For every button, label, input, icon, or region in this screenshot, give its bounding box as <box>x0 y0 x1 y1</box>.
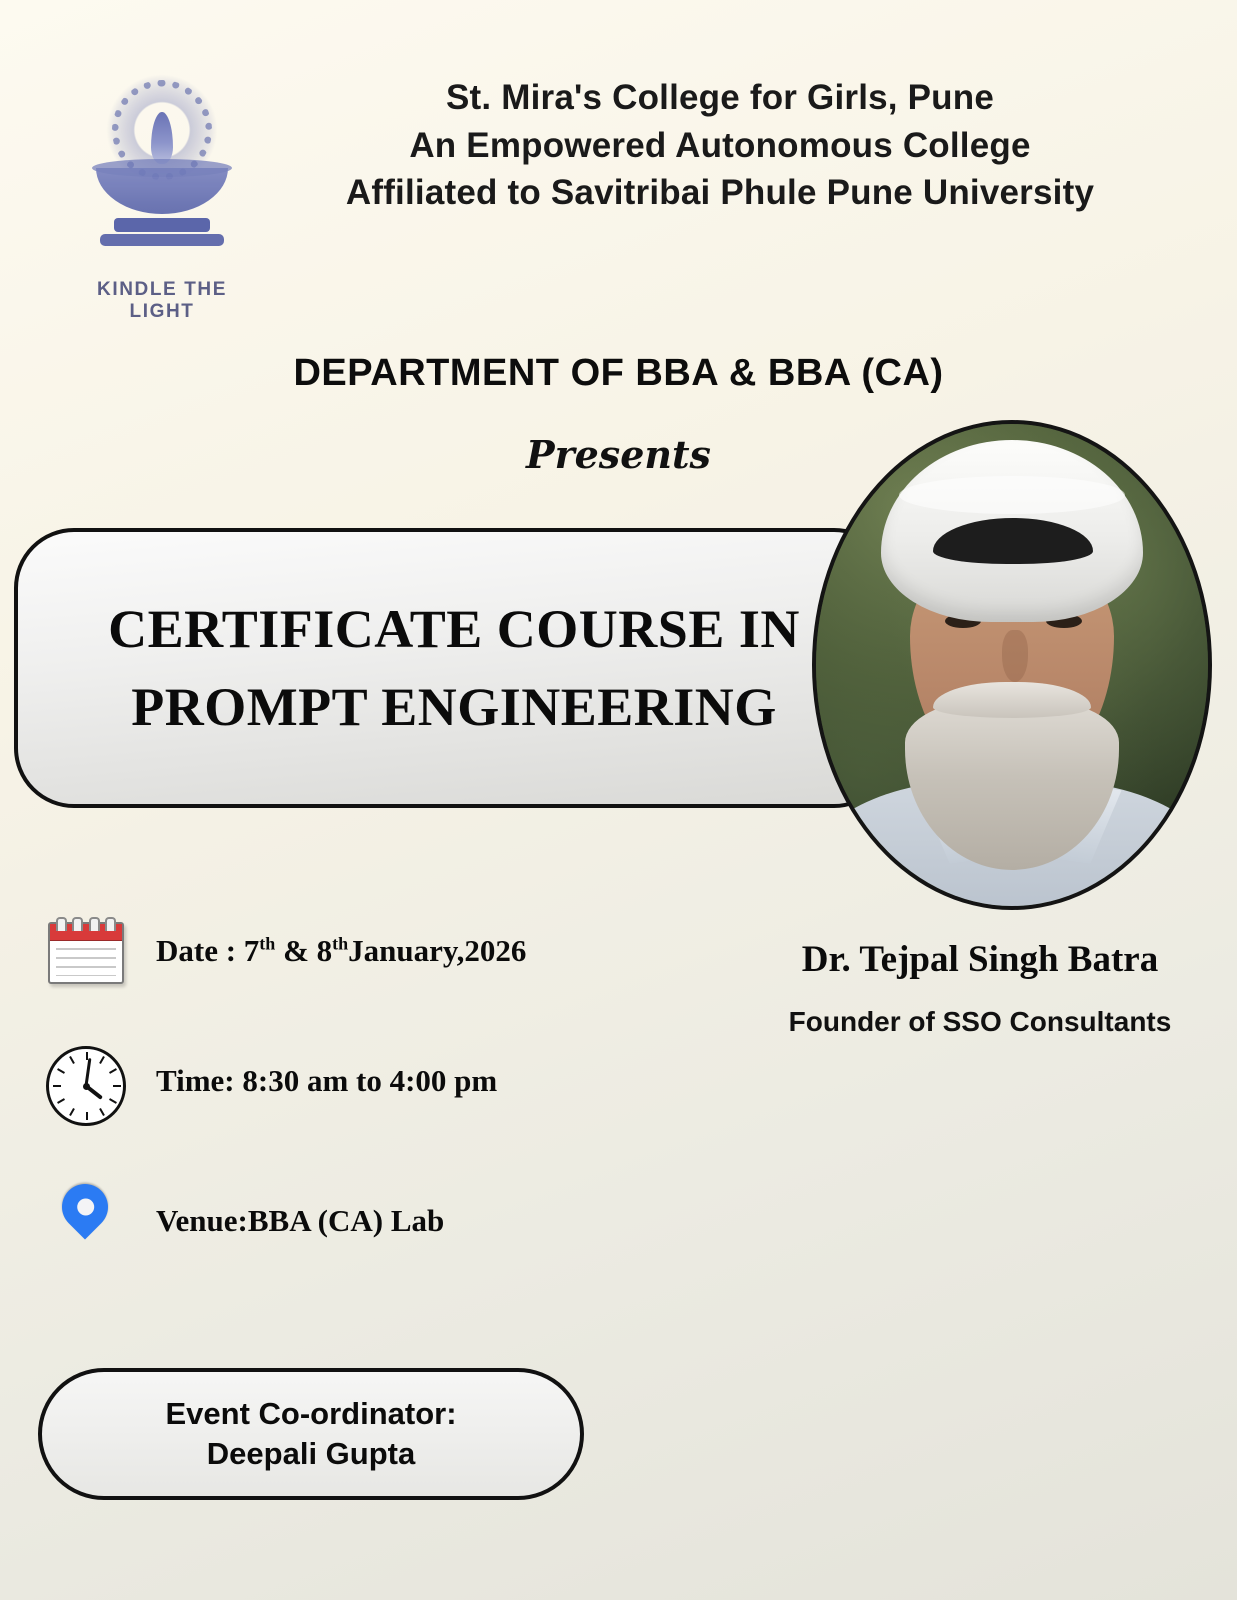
speaker-role: Founder of SSO Consultants <box>788 1006 1172 1037</box>
course-title-plaque <box>14 528 894 808</box>
logo-base-shape <box>114 218 210 232</box>
presents-label: Presents <box>526 432 711 477</box>
clock-icon-body <box>46 1046 126 1126</box>
detail-row-venue <box>40 1178 444 1264</box>
college-name-line-3: Affiliated to Savitribai Phule Pune University <box>345 173 1095 213</box>
calendar-icon-lines <box>56 948 116 976</box>
date-sup-1: th <box>259 933 276 954</box>
logo-base-lower-shape <box>100 234 224 246</box>
clock-icon <box>40 1038 126 1124</box>
college-name-line-2: An Empowered Autonomous College <box>409 125 1031 165</box>
course-title-line-1: CERTIFICATE COURSE IN <box>108 598 800 659</box>
logo-bowl-shape <box>96 168 228 214</box>
course-title-line-2: PROMPT ENGINEERING <box>131 677 777 737</box>
venue-text: Venue:BBA (CA) Lab <box>156 1203 445 1238</box>
college-logo-block <box>62 70 262 323</box>
college-name-line-1: St. Mira's College for Girls, Pune <box>445 78 995 117</box>
date-sup-2: th <box>332 933 349 954</box>
coordinator-label: Event Co-ordinator: <box>165 1396 457 1431</box>
college-name-block <box>240 74 1200 217</box>
date-mid: & 8 <box>275 933 333 968</box>
logo-tagline: KINDLE THE LIGHT <box>97 279 227 322</box>
event-coordinator-pill <box>38 1368 584 1500</box>
calendar-icon-body <box>48 922 124 984</box>
calendar-icon <box>40 908 126 994</box>
speaker-name: Dr. Tejpal Singh Batra <box>801 939 1159 980</box>
detail-row-time <box>40 1038 497 1124</box>
diya-lamp-logo-icon <box>77 70 247 275</box>
speaker-photo <box>812 420 1212 910</box>
department-title: DEPARTMENT OF BBA & BBA (CA) <box>293 352 944 394</box>
date-prefix: Date : 7 <box>156 933 260 968</box>
detail-row-date <box>40 908 526 994</box>
date-suffix: January,2026 <box>348 933 527 968</box>
coordinator-name: Deepali Gupta <box>206 1436 416 1471</box>
location-pin-icon <box>40 1178 126 1264</box>
location-pin-icon-body <box>52 1174 117 1239</box>
time-text: Time: 8:30 am to 4:00 pm <box>156 1063 498 1098</box>
calendar-icon-rings <box>56 917 116 929</box>
speaker-nose <box>1002 630 1028 682</box>
poster-header <box>0 56 1237 322</box>
date-text <box>156 933 526 969</box>
